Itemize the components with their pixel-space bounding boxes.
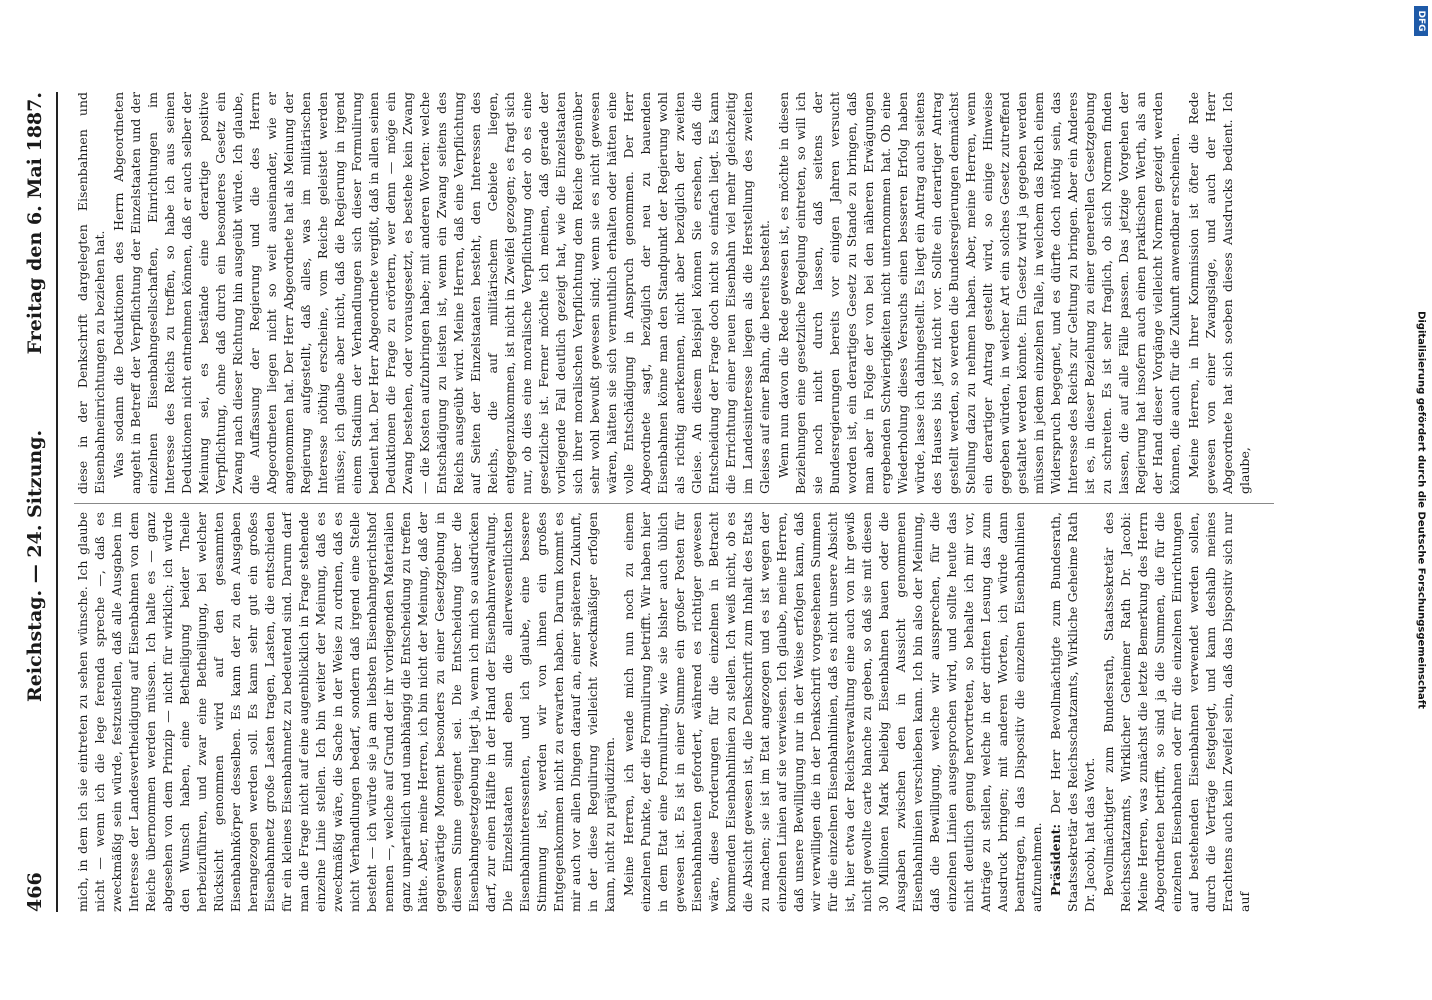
paragraph: Meine Herren, in Ihrer Kommission ist öfter die Rede gewesen von einer Zwangslage, und auch der Herr Abgeordnete hat sich soeben dieses Ausdrucks bedient. Ich glaube, bbox=[1186, 92, 1252, 494]
text-column-right bbox=[74, 92, 1394, 494]
paragraph: Meine Herren, ich wende mich nun noch zu einem einzelnen Punkte, der die Formulirung betrifft. Wir haben hier in dem Etat eine Formulirung, wie sie bisher auch üblich gewesen ist. Es ist in einer Summe ein großer Posten für Eisenbahnbauten gefordert, während es richtiger gewesen wäre, diese Forderungen für die einzelnen in Betracht kommenden Eisenbahnlinien zu stellen. Ich weiß nicht, ob es die Absicht gewesen ist, die Denkschrift zum Inhalt des Etats zu machen; sie ist im Etat angezogen und es ist wegen der einzelnen Linien auf sie verwiesen. Ich glaube, meine Herren, daß unsere Bewilligung nur in der Weise erfolgen kann, daß wir verwilligen die in der Denkschrift vorgesehenen Summen für die einzelnen Eisenbahnlinien, daß es nicht unsere Absicht ist, hier etwa der Reichsverwaltung eine auch von ihr gewiß nicht gewollte carte blanche zu geben, so daß sie mit diesen 30 Millionen Mark beliebig Eisenbahnen bauen oder die Ausgaben zwischen den in Aussicht genommenen Eisenbahnlinien verschieben kann. Ich bin also der Meinung, daß die Bewilligung, welche wir aussprechen, für die einzelnen Linien ausgesprochen wird, und sollte heute das nicht deutlich genug hervortreten, so behalte ich mir vor, Anträge zu stellen, welche in der dritten Lesung das zum Ausdruck bringen; mit anderen Worten, ich würde dann beantragen, in das Dispositiv die einzelnen Eisenbahnlinien aufzunehmen. bbox=[621, 512, 1044, 912]
paragraph: Was sodann die Deduktionen des Herrn Abgeordneten angeht in Betreff der Verpflichtung der Einzelstaaten und der einzelnen Eisenbahngesellschaften, Einrichtungen im Interesse des Reichs zu treffen, so habe ich aus seinen Deduktionen nicht entnehmen können, daß er auch selber der Meinung sei, es bestände eine derartige positive Verpflichtung, ohne daß durch ein besonderes Gesetz ein Zwang nach dieser Richtung hin ausgeübt würde. Ich glaube, die Auffassung der Regierung und die des Herrn Abgeordneten liegen nicht so weit auseinander, wie er angenommen hat. Der Herr Abgeordnete hat als Meinung der Regierung aufgestellt, daß alles, was im militärischen Interesse nöthig erscheine, vom Reiche geleistet werden müsse; ich glaube aber nicht, daß die Regierung in irgend einem Stadium der Verhandlungen sich dieser Formulirung bedient hat. Der Herr Abgeordnete vergißt, daß in allen seinen Deduktionen die Frage zu erörtern, wer denn — möge ein Zwang bestehen, oder vorausgesetzt, es bestehe kein Zwang — die Kosten aufzubringen habe; mit anderen Worten: welche Entschädigung zu leisten ist, wenn ein Zwang seitens des Reichs ausgeübt wird. Meine Herren, daß eine Verpflichtung auf Seiten der Einzelstaaten besteht, den Interessen des Reichs, die auf militärischem Gebiete liegen, entgegenzukommen, ist nicht in Zweifel gezogen; es fragt sich nur, ob dies eine moralische Verpflichtung oder ob es eine gesetzliche ist. Ferner möchte ich meinen, daß gerade der vorliegende Fall deutlich gezeigt hat, wie die Einzelstaaten sich ihrer moralischen Verpflichtung dem Reiche gegenüber sehr wohl bewußt gewesen sind; wenn sie es nicht gewesen wären, hätten sie sich vermuthlich erhalten oder hätten eine volle Entschädigung in Anspruch genommen. Der Herr Abgeordnete sagt, bezüglich der neu zu bauenden Eisenbahnen könne man den Standpunkt der Regierung wohl als richtig anerkennen, nicht aber bezüglich der zweiten Gleise. An diesem Beispiel können Sie ersehen, daß die Entscheidung der Frage doch nicht so einfach liegt. Es kann die Errichtung einer neuen Eisenbahn viel mehr gleichzeitig im Landesinteresse liegen als die Herstellung des zweiten Gleises auf einer Bahn, die bereits besteht. bbox=[111, 92, 772, 494]
speaker-paragraph bbox=[1100, 512, 1253, 912]
paragraph: Wenn nun davon die Rede gewesen ist, es möchte in diesen Beziehungen eine gesetzliche Regelung eintreten, so will ich sie noch nicht durch lassen, daß seitens der Bundesregierungen bereits vor einigen Jahren versucht worden ist, ein derartiges Gesetz zu Stande zu bringen, daß man aber in Folge der von bei den näheren Erwägungen ergebenden Schwierigkeiten nicht unternommen hat. Ob eine Wiederholung dieses Versuchs einen besseren Erfolg haben würde, lasse ich dahingestellt. Es liegt ein Antrag auch seitens des Hauses bis jetzt nicht vor. Sollte ein derartiger Antrag gestellt werden, so werden die Bundesregierungen demnächst Stellung dazu zu nehmen haben. Aber, meine Herren, wenn ein derartiger Antrag gestellt wird, so einige Hinweise gegeben würden, in welcher Art ein solches Gesetz zutreffend gestaltet werden könnte. Ein Gesetz wird ja gegeben werden müssen in jedem einzelnen Falle, in welchem das Reich einem Widerspruch begegnet, und es dürfte doch nöthig sein, das Interesse des Reichs zur Geltung zu bringen. Aber ein Anderes ist es, in dieser Beziehung zu einer generellen Gesetzgebung zu schreiten. Es ist sehr fraglich, ob sich Normen finden lassen, die auf alle Fälle passen. Das jetzige Vorgehen der Regierung hat insofern auch einen praktischen Werth, als an der Hand dieser Vorgänge vielleicht Normen gezeigt werden können, die auch für die Zukunft anwendbar erscheinen. bbox=[776, 92, 1182, 494]
paragraph-text: Der Herr Bevollmächtigte zum Bundesrath, Staatssekretär des Reichsschatzamts, Wirkliche Geheime Rath Dr. Jacobi, hat das Wort. bbox=[1048, 512, 1097, 912]
digitization-credit bbox=[1414, 40, 1428, 980]
paragraph: mich, in dem ich sie eintreten zu sehen wünsche. Ich glaube nicht — wenn ich die lege ferenda spreche —, daß es zweckmäßig sein würde, festzustellen, daß alle Ausgaben im Interesse der Landesvertheidigung auf Eisenbahnen von dem Reiche übernommen werden müssen. Ich halte es — ganz abgesehen von dem Prinzip — nicht für wirklich; ich würde den Wunsch haben, eine Betheiligung beider Theile herbeizuführen, und zwar eine Betheiligung, bei welcher Rücksicht genommen wird auf den gesammten Eisenbahnkörper desselben. Es kann der zu den Ausgaben herangezogen werden soll. Es kann sehr gut ein großes Eisenbahnnetz große Lasten tragen, Lasten, die entschieden für ein kleines Eisenbahnnetz zu bedeutend sind. Darum darf man die Frage nicht auf eine augenblicklich in Frage stehende einzelne Linie stellen. Ich bin weiter der Meinung, daß es zweckmäßig wäre, die Sache in der Weise zu ordnen, daß es nicht Verhandlungen bedarf, sondern daß irgend eine Stelle besteht — ich würde sie ja am liebsten Eisenbahngerichtshof nennen —, welche auf Grund der ihr vorliegenden Materialien ganz unparteilich und unabhängig die Entscheidung zu treffen hätte. Aber, meine Herren, ich bin nicht der Meinung, daß der gegenwärtige Moment besonders zu einer Gesetzgebung in diesem Sinne geeignet sei. Die Entscheidung über die Eisenbahngesetzgebung liegt ja, wenn ich mich so ausdrücken darf, zur einen Hälfte in der Hand der Eisenbahnverwaltung. Die Einzelstaaten sind eben die allerwesentlichsten Eisenbahninteressenten, und ich glaube, eine bessere Stimmung ist, werden wir von ihnen ein großes Entgegenkommen nicht zu erwarten haben. Darum kommt es mir auch vor allen Dingen darauf an, einer späteren Zukunft, in der diese Regulirung vielleicht zweckmäßiger erfolgen kann, nicht zu präjudiziren. bbox=[75, 512, 617, 912]
column-divider bbox=[74, 503, 1274, 504]
running-title: Reichstag. — 24. Sitzung. bbox=[24, 429, 46, 702]
credit-text: Digitalisierung gefördert durch die Deutsche Forschungsgemeinschaft bbox=[1415, 311, 1427, 709]
page-header bbox=[16, 92, 58, 912]
page-number: 466 bbox=[24, 872, 46, 912]
dfg-logo-text: DFG bbox=[1416, 10, 1426, 32]
speaker-paragraph bbox=[1047, 512, 1098, 912]
paragraph-text: Meine Herren, was zunächst die letzte Bemerkung des Herrn Abgeordneten betrifft, so sind ja die Summen, die für die einzelnen Eisenbahnen oder für die einzelnen Einrichtungen auf bestehenden Eisenbahnen verwendet werden sollen, durch die Verträge festgelegt, und kann deshalb meines Erachtens auch kein Zweifel sein, daß das Dispositiv sich nur auf bbox=[1135, 512, 1252, 912]
speaker-label: Bevollmächtigter zum Bundesrath, Staatssekretär des Reichsschatzamts, Wirklicher Geheimer Rath Dr. Jacobi: bbox=[1101, 512, 1133, 912]
text-column-left bbox=[74, 512, 1394, 912]
session-date: Freitag den 6. Mai 1887. bbox=[24, 92, 46, 355]
speaker-label: Präsident: bbox=[1048, 823, 1063, 896]
dfg-logo bbox=[1414, 6, 1428, 36]
paragraph: diese in der Denkschrift dargelegten Eisenbahnen und Eisenbahneinrichtungen zu beziehen hat. bbox=[75, 92, 107, 494]
